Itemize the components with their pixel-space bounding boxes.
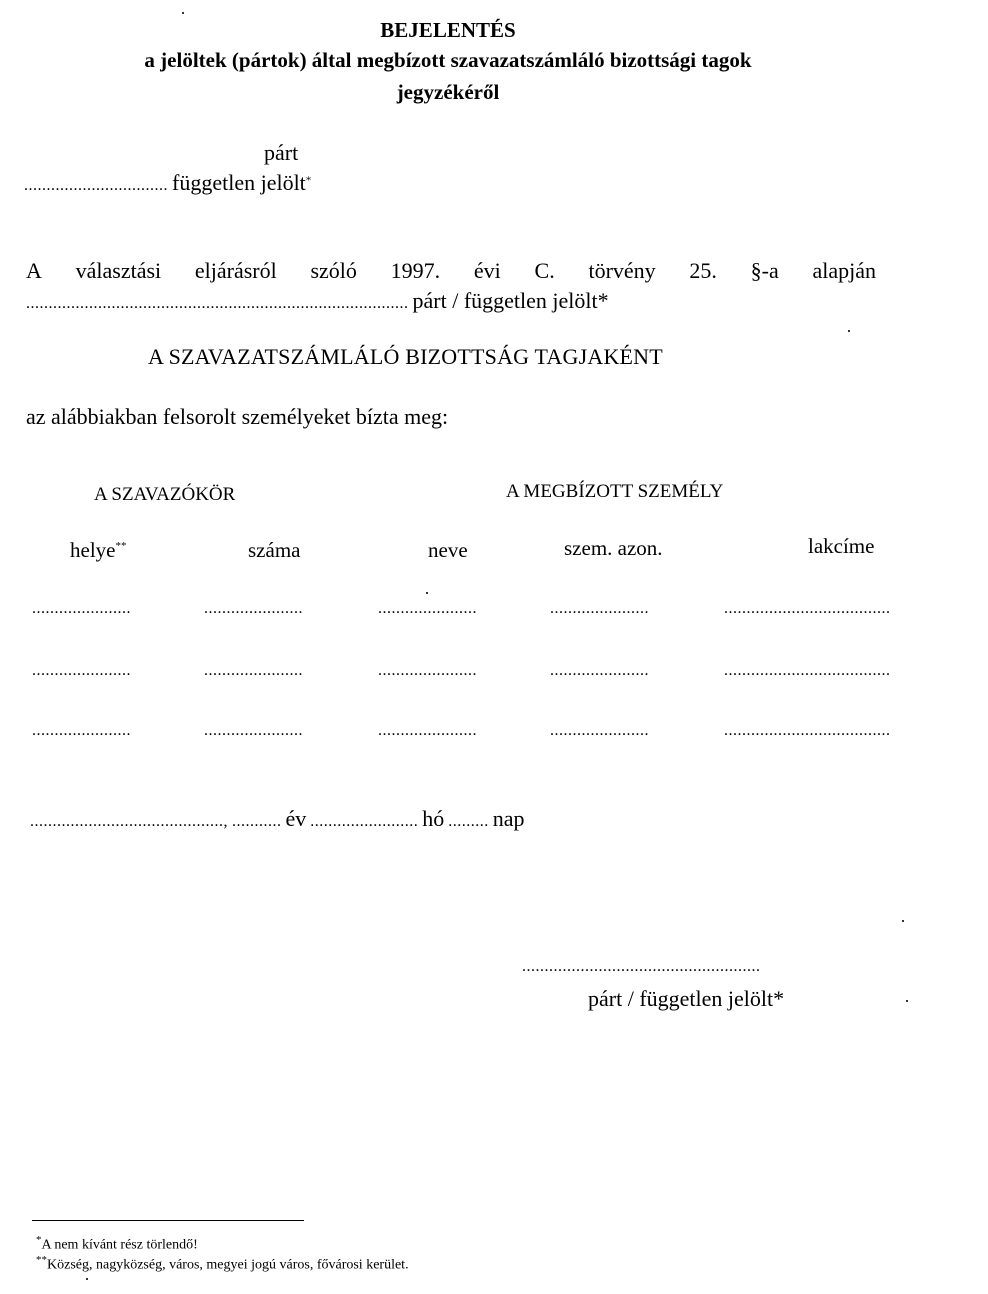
table-cell[interactable]: ...................... [550, 600, 649, 617]
table-cell[interactable]: ...................... [204, 600, 303, 617]
place-dots: ..........................................., [30, 813, 228, 830]
scan-speck [182, 12, 184, 14]
legal-word: C. [534, 258, 555, 283]
table-cell[interactable]: ...................... [32, 600, 131, 617]
month-dots: ........................ [310, 813, 419, 830]
document-subtitle-line2: jegyzékéről [396, 80, 500, 104]
table-cell[interactable]: ...................... [378, 600, 477, 617]
table-cell[interactable]: ...................... [378, 722, 477, 739]
section-heading: A SZAVAZATSZÁMLÁLÓ BIZOTTSÁG TAGJAKÉNT [148, 344, 663, 369]
legal-word: szóló [310, 258, 357, 283]
footnote-1-text: A nem kívánt rész törlendő! [41, 1237, 198, 1253]
table-cell[interactable]: ..................................... [724, 722, 891, 739]
legal-word: 25. [689, 258, 717, 283]
footnote-2-mark: ** [36, 1254, 47, 1266]
col-header-sup: ** [115, 540, 127, 552]
col-header-helye [70, 538, 126, 563]
col-header-neve: neve [428, 538, 468, 562]
month-label: hó [422, 806, 445, 831]
col-header-lakcime: lakcíme [808, 534, 875, 558]
party-name-line[interactable] [24, 170, 311, 196]
date-line[interactable] [30, 806, 525, 832]
legal-word: alapján [812, 258, 876, 283]
legal-word: A [26, 258, 42, 283]
party-fill-dots: ..................................................................................... [26, 295, 409, 312]
table-cell[interactable]: ..................................... [724, 600, 891, 617]
legal-word: törvény [588, 258, 656, 283]
footnote-2-text: Község, nagyközség, város, megyei jogú város, fővárosi kerület. [47, 1257, 409, 1273]
party-independent-suffix: párt / független jelölt* [412, 288, 609, 313]
day-dots: ......... [448, 813, 489, 830]
signature-dots[interactable]: ..................................................... [522, 958, 761, 975]
person-group-header: A MEGBÍZOTT SZEMÉLY [506, 481, 724, 502]
legal-word: évi [473, 258, 501, 283]
party-name-dots: ................................ [24, 177, 168, 194]
legal-word: §-a [750, 258, 779, 283]
footnote-2 [36, 1254, 409, 1274]
year-label: év [285, 806, 307, 831]
legal-word: választási [75, 258, 162, 283]
scan-speck [426, 592, 428, 594]
independent-label: független jelölt [172, 170, 306, 195]
col-header-szem-azon: szem. azon. [564, 536, 663, 560]
scan-speck [902, 920, 904, 922]
scan-speck [906, 1000, 908, 1002]
table-cell[interactable]: ...................... [204, 662, 303, 679]
table-cell[interactable]: ...................... [32, 662, 131, 679]
footnote-1-mark: * [36, 1234, 42, 1246]
district-group-header: A SZAVAZÓKÖR [94, 484, 236, 505]
legal-paragraph-line2[interactable] [26, 288, 609, 314]
document-subtitle-line1: a jelöltek (pártok) által megbízott szavazatszámláló bizottsági tagok [144, 48, 752, 72]
footnote-rule [32, 1220, 304, 1221]
table-cell[interactable]: ...................... [378, 662, 477, 679]
legal-paragraph-line1 [26, 258, 876, 284]
intro-text: az alábbiakban felsorolt személyeket bízta meg: [26, 404, 449, 429]
day-label: nap [492, 806, 525, 831]
legal-word: eljárásról [194, 258, 277, 283]
document-title: BEJELENTÉS [380, 18, 516, 42]
col-header-szama: száma [248, 538, 301, 562]
year-dots: ........... [232, 813, 282, 830]
legal-word: 1997. [390, 258, 441, 283]
independent-asterisk: * [305, 174, 312, 187]
scan-speck [86, 1278, 88, 1280]
table-cell[interactable]: ...................... [32, 722, 131, 739]
col-header-label: helye [70, 538, 116, 562]
footnote-1 [36, 1234, 198, 1254]
table-cell[interactable]: ..................................... [724, 662, 891, 679]
table-cell[interactable]: ...................... [550, 722, 649, 739]
table-cell[interactable]: ...................... [550, 662, 649, 679]
scan-speck [848, 330, 850, 332]
part-label: párt [264, 140, 299, 165]
table-cell[interactable]: ...................... [204, 722, 303, 739]
signature-label: párt / független jelölt* [588, 986, 785, 1011]
